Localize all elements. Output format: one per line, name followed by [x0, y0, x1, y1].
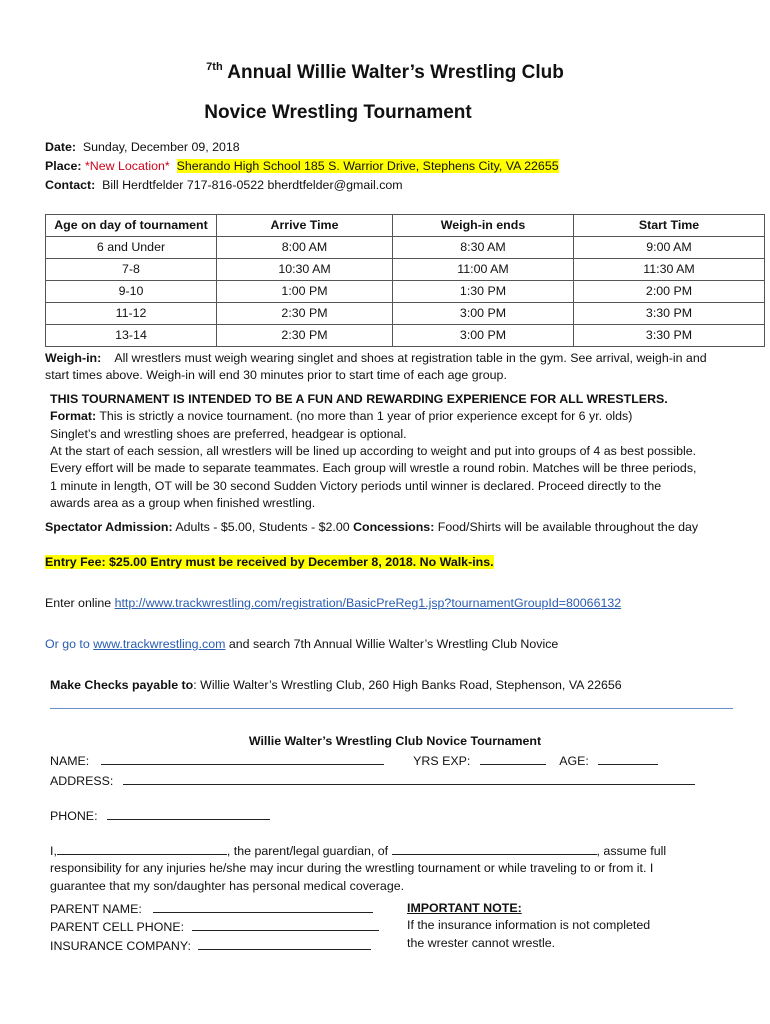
header-arrive: Arrive Time: [217, 215, 393, 237]
cell-start: 11:30 AM: [574, 259, 765, 281]
format-text: This is strictly a novice tournament. (no more than 1 year of prior experience except for 6 yr. olds): [96, 409, 633, 424]
name-row: [50, 752, 750, 770]
cell-arrive: 10:30 AM: [217, 259, 393, 281]
enter-online-line: [45, 595, 621, 612]
parent-name-label: PARENT NAME:: [50, 902, 142, 916]
title-ordinal-suffix: th: [212, 61, 223, 73]
cell-arrive: 8:00 AM: [217, 237, 393, 259]
cell-start: 3:30 PM: [574, 303, 765, 325]
entry-fee-line: [45, 554, 494, 571]
title-ordinal-number: 7: [206, 61, 213, 73]
header-start: Start Time: [574, 215, 765, 237]
cell-age: 9-10: [46, 281, 217, 303]
new-location-badge: *New Location*: [84, 159, 170, 173]
phone-label: PHONE:: [50, 809, 98, 823]
cell-weighin: 11:00 AM: [393, 259, 574, 281]
schedule-header-row: [46, 215, 765, 237]
waiver-i: I,: [50, 844, 57, 858]
cell-weighin: 3:00 PM: [393, 303, 574, 325]
cell-arrive: 1:00 PM: [217, 281, 393, 303]
important-note: [407, 900, 747, 952]
contact-value: Bill Herdtfelder 717-816-0522 bherdtfelder@gmail.com: [102, 178, 403, 192]
contact-label: Contact:: [45, 178, 96, 192]
cell-age: 6 and Under: [46, 237, 217, 259]
section-divider: [50, 708, 733, 709]
schedule-table: [45, 214, 765, 347]
intent-statement: THIS TOURNAMENT IS INTENDED TO BE A FUN AND REWARDING EXPERIENCE FOR ALL WRESTLERS.: [50, 392, 668, 406]
or-go-to-label: Or go to: [45, 637, 94, 651]
registration-link[interactable]: http://www.trackwrestling.com/registration/BasicPreReg1.jsp?tournamentGroupId=80066132: [114, 596, 622, 610]
phone-row: [50, 807, 450, 825]
form-title-text: Willie Walter’s Wrestling Club Novice Tournament: [248, 734, 542, 748]
weighin-line-2: start times above. Weigh-in will end 30 minutes prior to start time of each age group.: [45, 368, 507, 383]
date-label: Date:: [45, 140, 76, 154]
cell-arrive: 2:30 PM: [217, 303, 393, 325]
table-row: [46, 237, 765, 259]
yrs-exp-label: YRS EXP:: [413, 754, 471, 768]
spectator-text: Adults - $5.00, Students - $2.00: [172, 520, 354, 534]
checks-label: Make Checks payable to: [50, 678, 194, 692]
weighin-line-1: All wrestlers must weigh wearing singlet and shoes at registration table in the gym. See arrival, weigh-in and: [114, 351, 707, 365]
name-field[interactable]: [101, 752, 384, 765]
table-row: [46, 325, 765, 347]
or-go-to-suffix: and search 7th Annual Willie Walter’s Wrestling Club Novice: [225, 637, 559, 651]
date-line: [45, 139, 240, 156]
cell-age: 13-14: [46, 325, 217, 347]
session-line-1: At the start of each session, all wrestlers will be lined up according to weight and put into groups of 4 as best possible.: [50, 444, 697, 459]
yrs-exp-field[interactable]: [480, 752, 546, 765]
session-line-2: Every effort will be made to separate teammates. Each group will wrestle a round robin. Matches will be three periods,: [50, 461, 697, 476]
age-label: AGE:: [559, 754, 589, 768]
spectator-line: [45, 519, 765, 536]
cell-start: 2:00 PM: [574, 281, 765, 303]
waiver-paragraph: [50, 842, 760, 895]
session-line-3: 1 minute in length, OT will be 30 second Sudden Victory periods until winner is declared. Proceed directly to the: [50, 478, 662, 493]
address-row: [50, 772, 750, 790]
singlet-rule: Singlet’s and wrestling shoes are preferred, headgear is optional.: [50, 426, 407, 441]
page-subtitle: Novice Wrestling Tournament: [204, 102, 472, 123]
cell-weighin: 1:30 PM: [393, 281, 574, 303]
cell-age: 11-12: [46, 303, 217, 325]
cell-arrive: 2:30 PM: [217, 325, 393, 347]
rules-block: [50, 391, 765, 513]
parent-cell-field[interactable]: [192, 918, 379, 931]
concessions-text: Food/Shirts will be available throughout the day: [434, 520, 699, 534]
waiver-line-2: responsibility for any injuries he/she may incur during the wrestling tournament or while traveling to or from it. I: [50, 861, 654, 876]
form-title: [0, 733, 770, 750]
cell-start: 3:30 PM: [574, 325, 765, 347]
spectator-label: Spectator Admission:: [45, 520, 173, 534]
wrestler-name-field[interactable]: [392, 842, 597, 855]
cell-weighin: 8:30 AM: [393, 237, 574, 259]
place-line: [45, 158, 559, 175]
guardian-name-field[interactable]: [57, 842, 227, 855]
cell-weighin: 3:00 PM: [393, 325, 574, 347]
table-row: [46, 303, 765, 325]
weighin-paragraph: [45, 350, 765, 385]
address-field[interactable]: [123, 772, 695, 785]
insurance-field[interactable]: [198, 937, 371, 950]
enter-online-label: Enter online: [45, 596, 115, 610]
table-row: [46, 259, 765, 281]
parent-name-field[interactable]: [153, 900, 373, 913]
waiver-middle: , the parent/legal guardian, of: [226, 844, 389, 858]
important-note-title: IMPORTANT NOTE:: [407, 901, 522, 915]
name-label: NAME:: [50, 754, 90, 768]
entry-fee: Entry Fee: $25.00 Entry must be received by December 8, 2018. No Walk-ins.: [45, 555, 494, 569]
checks-line: [50, 677, 622, 694]
trackwrestling-link[interactable]: www.trackwrestling.com: [93, 637, 226, 651]
header-age: Age on day of tournament: [46, 215, 217, 237]
insurance-label: INSURANCE COMPANY:: [50, 938, 191, 953]
title-text: Annual Willie Walter’s Wrestling Club: [222, 62, 564, 83]
header-weighin: Weigh-in ends: [393, 215, 574, 237]
cell-age: 7-8: [46, 259, 217, 281]
address-label: ADDRESS:: [50, 774, 114, 788]
contact-line: [45, 177, 403, 194]
title-ordinal: [206, 61, 223, 73]
weighin-label: Weigh-in:: [45, 351, 102, 365]
important-note-line-2: the wrester cannot wrestle.: [407, 935, 556, 950]
parent-info-block: [50, 900, 390, 955]
session-line-4: awards area as a group when finished wrestling.: [50, 496, 316, 511]
checks-text: : Willie Walter’s Wrestling Club, 260 High Banks Road, Stephenson, VA 22656: [193, 678, 622, 692]
table-row: [46, 281, 765, 303]
waiver-end: , assume full: [596, 844, 667, 858]
page-title: [0, 60, 770, 87]
cell-start: 9:00 AM: [574, 237, 765, 259]
waiver-line-3: guarantee that my son/daughter has personal medical coverage.: [50, 878, 405, 893]
date-value: Sunday, December 09, 2018: [82, 140, 240, 154]
parent-cell-label: PARENT CELL PHONE:: [50, 920, 185, 935]
format-label: Format:: [50, 409, 97, 424]
or-go-to-line: [45, 636, 558, 653]
concessions-label: Concessions:: [353, 520, 435, 534]
place-value: Sherando High School 185 S. Warrior Drive, Stephens City, VA 22655: [176, 159, 559, 173]
important-note-line-1: If the insurance information is not completed: [407, 918, 651, 933]
phone-field[interactable]: [107, 807, 270, 820]
age-field[interactable]: [598, 752, 658, 765]
place-label: Place:: [45, 159, 82, 173]
